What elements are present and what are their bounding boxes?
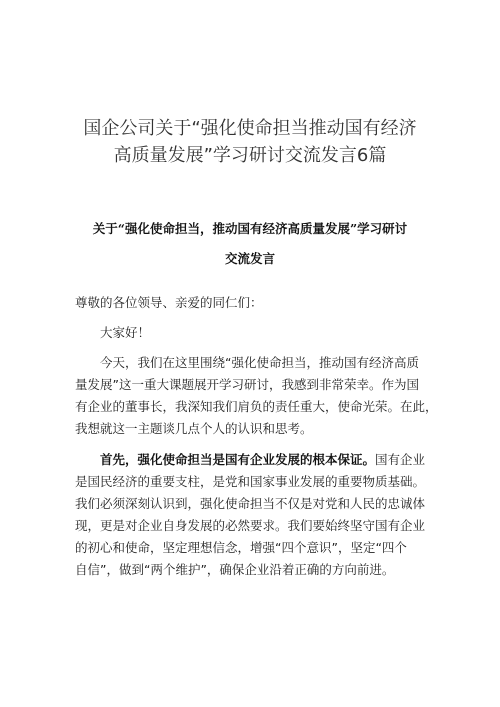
- greeting: 大家好！: [100, 325, 151, 340]
- paragraph-1-line-4: 我想就这一主题谈几点个人的认识和思考。: [75, 421, 313, 436]
- paragraph-2-line-2: 是国民经济的重要支柱，是党和国家事业发展的重要物质基础。: [75, 474, 426, 489]
- paragraph-2-line-4: 现，更是对企业自身发展的必然要求。我们要始终坚守国有企业: [75, 518, 426, 533]
- paragraph-1: [75, 352, 438, 440]
- paragraph-2-line-6: 自信”，做到“两个维护”，确保企业沿着正确的方向前进。: [75, 562, 395, 577]
- speech-title-line-2: 交流发言: [224, 251, 275, 266]
- paragraph-2-line-1: [75, 449, 435, 471]
- paragraph-1-line-2: 量发展”这一重大课题展开学习研讨，我感到非常荣幸。作为国: [75, 377, 419, 392]
- paragraph-1-line-3: 有企业的董事长，我深知我们肩负的责任重大，使命光荣。在此，: [75, 399, 438, 414]
- paragraph-2-line-3: 我们必须深刻认识到，强化使命担当不仅是对党和人民的忠诚体: [75, 496, 426, 511]
- paragraph-1-line-1: 今天，我们在这里围绕“强化使命担当，推动国有经济高质: [100, 355, 419, 370]
- salutation: 尊敬的各位领导、亲爱的同仁们：: [75, 295, 263, 310]
- paragraph-2-line-1-rest: 国有企业: [375, 452, 426, 467]
- paragraph-2: [75, 449, 435, 581]
- document-title-line-1: 国企公司关于“强化使命担当推动国有经济: [83, 118, 417, 139]
- speech-title-line-1: 关于“强化使命担当，推动国有经济高质量发展”学习研讨: [92, 221, 408, 236]
- paragraph-2-line-5: 的初心和使命，坚定理想信念，增强“四个意识”，坚定“四个: [75, 540, 407, 555]
- document-title-line-2: 高质量发展”学习研讨交流发言6篇: [113, 145, 387, 166]
- paragraph-2-lead: 首先，强化使命担当是国有企业发展的根本保证。: [100, 452, 376, 467]
